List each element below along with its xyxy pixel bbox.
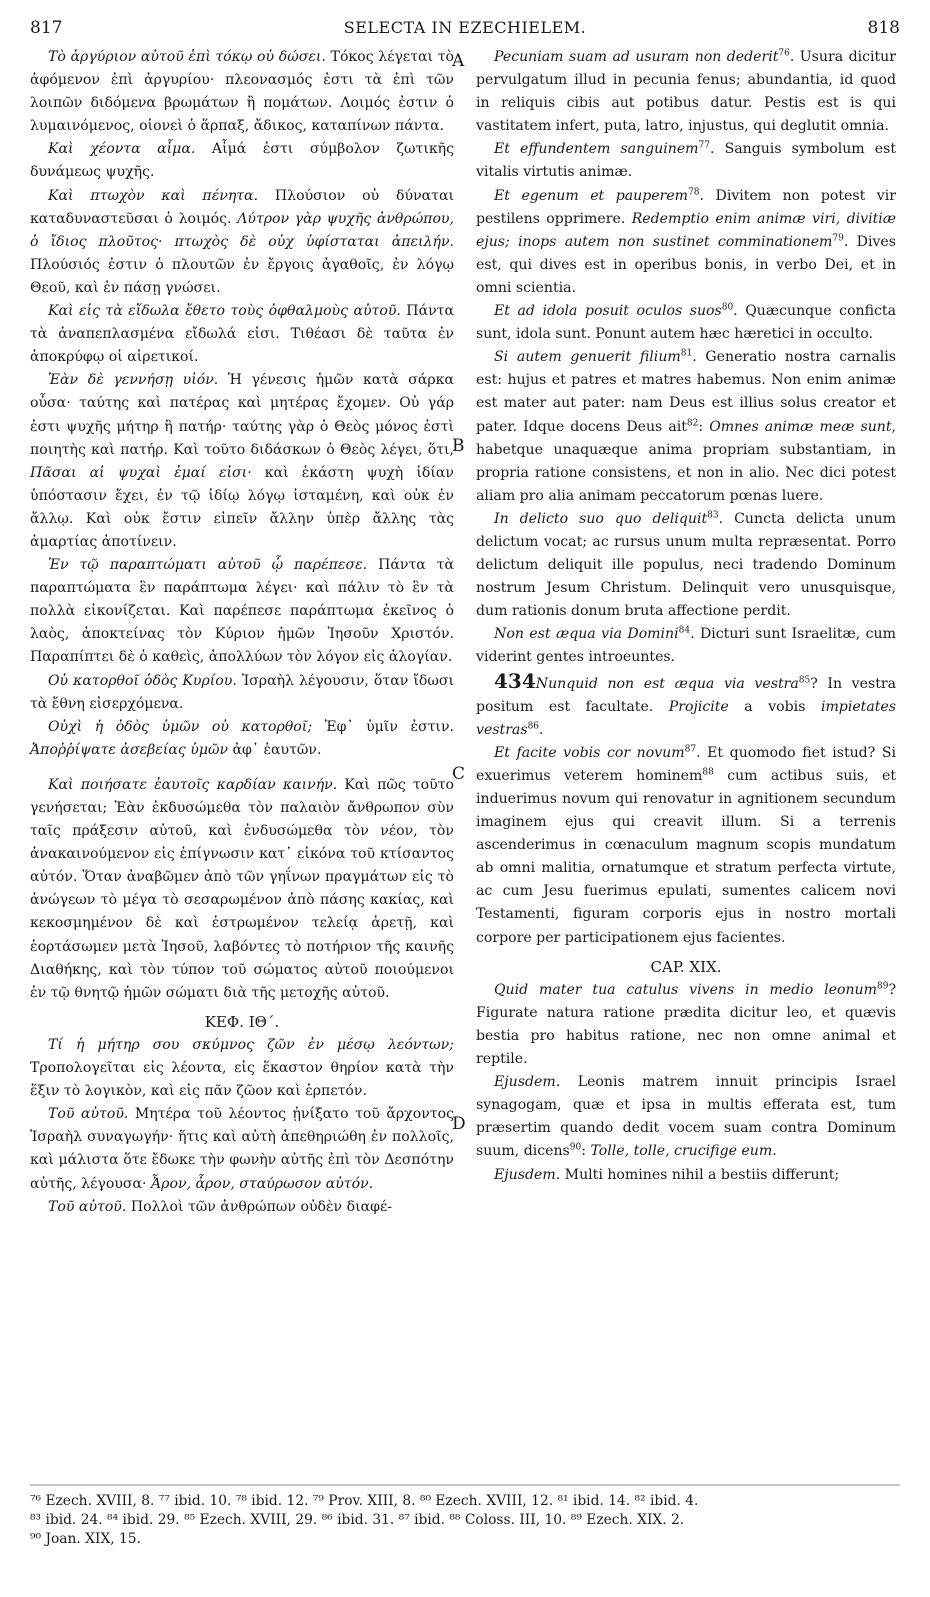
body-text: ? In vestra positum est facultate. [476,675,897,715]
footnote-ref: 84 [678,625,691,636]
body-text: Αἷμά ἐστι σύμβολον ζωτικῆς δυνάμεως ψυχῆς. [30,141,454,181]
lemma-italic: Ἐν τῷ παραπτώματι αὐτοῦ ᾧ παρέπεσε. [48,557,368,574]
paragraph [476,46,896,138]
footnote-ref: 89 [876,981,889,992]
paragraph [30,185,454,300]
chapter-heading: CAP. XIX. [650,957,722,976]
lemma-italic: Οὐ κατορθοῖ ὁδὸς Κυρίου. [48,672,237,689]
paragraph [476,670,896,742]
body-text: Τροπολογεῖται εἰς λέοντα, εἰς ἕκαστον θηρίον κατὰ τὴν ἕξιν τὸ λογικὸν, καὶ εἰς πᾶν ζῶον καὶ ἑρπετόν. [30,1060,454,1100]
page-header [30,18,900,42]
footnote-ref: 85 [798,674,811,685]
lemma-italic: Ejusdem. [494,1166,561,1183]
lemma-italic: Si autem genuerit filium [494,349,681,366]
body-text: ἀφ᾽ ἑαυτῶν. [228,741,322,758]
lemma-italic: Ἀποῤῥίψατε ἀσεβείας ὑμῶν [30,741,229,758]
lemma-italic: Quid mater tua catulus vivens in medio leonum [494,981,877,998]
footnote-ref: 80 [721,302,734,313]
running-title: SELECTA IN EZECHIELEM. [343,18,587,37]
footnote-rule [30,1484,900,1486]
lemma-italic: Et effundentem sanguinem [494,141,699,158]
footnote-ref: 76 [778,48,790,59]
chapter-heading: ΚΕΦ. ΙΘ΄. [204,1012,280,1031]
paragraph [476,508,896,623]
body-text: : [698,418,710,435]
paragraph [30,46,454,138]
lemma-italic: Et ad idola posuit oculos suos [494,303,722,320]
paragraph [476,138,896,184]
paragraph [476,1071,896,1163]
footnote-ref: 81 [680,348,693,359]
body-text: ? Figurate natura ratione prædita dicitur leo, et quævis bestia pro habitus ratione, nec non omne animal et reptile. [476,981,896,1068]
body-text: . Cuncta delicta unum delictum vocat; ac rursus unum multa repræsentat. Porro delictum deliquit ille populus, neci tradendo Dominum nostrum Jesum Christum. Delinquit vero unusquisque, dum rationis donum bruta affectione perdit. [476,510,896,620]
lemma-italic: Projicite [668,698,729,715]
paragraph [476,185,896,300]
body-text: Multi homines nihil a bestiis differunt; [560,1166,840,1183]
body-text: cum actibus suis, et induerimus novum qui renovatur in agnitionem secundum imaginem ejus qui creavit illum. Si a terrenis ascenderimus in cœnaculum magnum scopis mundatum ab omni malitia, ornatumque et stratum perfecta virtute, ac cum Jesu fuerimus epulati, sumentes calicem novi Testamenti, figuram corporis ejus in nostro mortali corpore per participationem ejus facientes. [476,767,896,946]
footnote-line: ⁹⁰ Joan. XIX, 15. [30,1531,141,1547]
lemma-italic: Ἆρον, ἆρον, σταύρωσον αὐτόν. [151,1175,374,1192]
body-text: Leonis matrem innuit principis Israel synagogam, quæ et ipsa in multis efferata est, tum præsertim quando dedit vocem suam contra Dominum suum, dicens [476,1074,896,1160]
body-text: . Divitem non potest vir pestilens opprimere. [476,187,896,227]
body-text: Πάντα τὰ ἀναπεπλασμένα εἴδωλά εἰσι. Τιθέασι δὲ ταῦτα ἐν ἀποκρύφῳ οἱ αἱρετικοί. [30,303,454,366]
paragraph [30,369,454,554]
lemma-italic: Τοῦ αὐτοῦ. [48,1106,129,1123]
lemma-italic: Τὸ ἀργύριον αὐτοῦ ἐπὶ τόκῳ οὐ δώσει. [48,49,326,65]
lemma-italic: Ἐὰν δὲ γεννήσῃ υἱόν. [48,372,219,389]
paragraph [30,1034,454,1103]
lemma-italic: Πᾶσαι αἱ ψυχαὶ ἐμαί εἰσι· [30,464,252,481]
body-text: . Dives est, qui dives est in operibus bonis, in verbo Dei, et in omni scientia. [476,233,896,296]
footnote-ref: 83 [707,510,719,521]
margin-marker-c: C [452,764,466,784]
column-number: 434 [494,668,536,693]
body-text: Πολλοὶ τῶν ἀνθρώπων οὐδὲν διαφέ- [126,1198,393,1215]
lemma-italic: Pecuniam suam ad usuram non dederit [494,49,779,65]
footnote-ref: 79 [832,233,844,244]
body-text: Ἡ γένεσις ἡμῶν κατὰ σάρκα οὖσα· ταύτης καὶ πατέρας καὶ μητέρας ἔχομεν. Οὐ γάρ ἐστι ψυχῆς μήτηρ ἢ πατήρ· ταύτης γὰρ ὁ Θεὸς μόνος ἐστὶ ποιητὴς καὶ πατήρ. Καὶ τοῦτο διδάσκων ὁ Θεὸς λέγει, ὅτι, [30,372,455,458]
body-text: , habetque unaquæque anima propriam substantiam, in propria ratione consistens, et non in alio. Nec dici potest aliam pro alia animam peccatorum pœnas luere. [476,418,896,504]
page-number-left: 817 [30,18,63,38]
paragraph [30,1103,454,1195]
body-text: Μητέρα τοῦ λέοντος ᾐνίξατο τοῦ ἄρχοντος Ἰσραὴλ συναγωγήν· ἥτις καὶ αὐτὴ ἀπεθηριώθη ἐν πολλοῖς, καὶ μάλιστα ὅτε ἔδωκε τὴν φωνὴν αὐτῆς ἐπὶ τὸν Δεσπότην αὐτῆς, λέγουσα· [30,1106,454,1192]
footnote-line: ⁷⁶ Ezech. XVIII, 8. ⁷⁷ ibid. 10. ⁷⁸ ibid. 12. ⁷⁹ Prov. XIII, 8. ⁸⁰ Ezech. XVIII, 12. ⁸¹ ibid. 14. ⁸² ibid. 4. [30,1493,699,1509]
paragraph [476,623,896,669]
paragraph [30,138,454,184]
footnote-ref: 77 [698,140,710,151]
paragraph [476,300,896,346]
lemma-italic: Λύτρον γὰρ ψυχῆς ἀνθρώπου, ὁ ἴδιος πλοῦτος· πτωχὸς δὲ οὐχ ὑφίσταται ἀπειλήν. [30,210,454,250]
margin-marker-b: B [452,436,465,456]
lemma-italic: Non est æqua via Domini [494,626,679,643]
body-text: . Dicturi sunt Israelitæ, cum viderint gentes introeuntes. [476,626,896,666]
greek-column [30,46,454,1219]
lemma-italic: In delicto suo quo deliquit [494,510,708,527]
body-text: Πλούσιον οὐ δύναται καταδυναστεῦσαι ὁ λοιμός. [30,187,454,227]
paragraph [30,774,454,1005]
footnote-line: ⁸³ ibid. 24. ⁸⁴ ibid. 29. ⁸⁵ Ezech. XVIII, 29. ⁸⁶ ibid. 31. ⁸⁷ ibid. ⁸⁸ Coloss. III, 10. ⁸⁹ Ezech. XIX. 2. [30,1512,685,1528]
footnote-ref: 82 [686,417,699,428]
body-text: Πλούσιός ἐστιν ὁ πλουτῶν ἐν ἔργοις ἀγαθοῖς, ἐν λόγῳ Θεοῦ, καὶ ἐν πάσῃ γνώσει. [30,256,454,296]
body-text: . Et quomodo fiet istud? Si exuerimus veterem hominem [476,744,897,784]
page-number-right: 818 [867,18,900,38]
latin-column [476,46,896,1187]
paragraph [476,1164,896,1187]
lemma-italic: Et facite vobis cor novum [494,744,685,761]
lemma-italic: Καὶ εἰς τὰ εἴδωλα ἔθετο τοὺς ὀφθαλμοὺς αὐτοῦ. [48,303,401,320]
paragraph [30,1196,454,1219]
lemma-italic: Τί ἡ μήτηρ σου σκύμνος ζῶν ἐν μέσῳ λεόντων; [48,1036,454,1053]
footnotes [30,1492,900,1549]
margin-marker-a: A [452,51,465,71]
footnote-ref: 90 [569,1142,582,1153]
body-text: . Generatio nostra carnalis est: hujus et patres et matres habemus. Non enim animæ est mater aut pater: nam Deus est illius solus creator et pater. Idque docens Deus ait [476,349,896,435]
paragraph [476,346,896,508]
paragraph [476,979,896,1071]
lemma-italic: Καὶ χέοντα αἷμα. [48,141,196,158]
lemma-italic: Καὶ πτωχὸν καὶ πένητα. [48,187,259,204]
paragraph [30,716,454,762]
lemma-italic: Οὐχὶ ἡ ὁδὸς ὑμῶν οὐ κατορθοῖ; [48,718,313,735]
body-text: Ἐφ᾽ ὑμῖν ἐστιν. [312,718,454,735]
lemma-italic: Et egenum et pauperem [494,187,689,204]
footnote-ref: 87 [684,744,697,755]
body-text: Τόκος λέγεται τὸ ἀφόμενον ἐπὶ ἀργυρίου· πλεονασμός ἐστι τὰ ἐπὶ τῶν λοιπῶν διδόμενα βρωμάτων ἢ πομάτων. Λοιμός ἐστιν ὁ λυμαινόμενος, οἱονεὶ ὁ ἅρπαξ, ἄδικος, καταπίνων πάντα. [30,49,454,135]
lemma-italic: Ejusdem. [494,1074,561,1091]
lemma-italic: Omnes animæ meæ sunt [709,418,892,435]
lemma-italic: Tolle, tolle, crucifige eum. [590,1143,777,1160]
footnote-ref: 78 [688,186,700,197]
lemma-italic: Τοῦ αὐτοῦ. [48,1198,127,1215]
lemma-italic: impietates vestras [476,698,896,738]
body-text: Ἰσραὴλ λέγουσιν, ὅταν ἴδωσι τὰ ἔθνη εἰσερχόμενα. [30,672,454,712]
lemma-italic: Καὶ ποιήσατε ἑαυτοῖς καρδίαν καινήν. [48,776,338,793]
footnote-ref: 86 [527,721,540,732]
body-text: . Usura dicitur pervulgatum illud in pecunia fenus; abundantia, id quod in reliquis cibis aut potibus datur. Pestis est is qui vastitatem infert, puta, latro, injustus, qui deglutit omnia. [476,49,896,135]
footnote-ref: 88 [702,767,714,778]
margin-marker-d: D [452,1114,466,1134]
body-text: Πάντα τὰ παραπτώματα ἓν παράπτωμα λέγει· καὶ πάλιν τὸ ἓν τὰ πολλὰ εἰκονίζεται. Καὶ παρέπεσε παράπτωμα ἐκεῖνος ὁ λαὸς, ἀποκτείνας τὸν Κύριον ἡμῶν Ἰησοῦν Χριστόν. Παραπίπτει δὲ ὁ καθεὶς, ἀπολλύων τὸν λόγον εἰς ἀλογίαν. [30,557,454,666]
lemma-italic: Redemptio enim animæ viri, divitiæ ejus; inops autem non sustinet comminationem [476,210,896,250]
body-text: . [539,721,544,738]
body-text: a vobis [728,698,821,715]
paragraph [30,670,454,716]
body-text: Καὶ πῶς τοῦτο γενήσεται; Ἐὰν ἐκδυσώμεθα τὸν παλαιὸν ἄνθρωπον σὺν ταῖς πράξεσιν αὐτοῦ, καὶ ἐνδυσώμεθα τὸν νέον, τὸν ἀνακαινούμενον εἰς ἐπίγνωσιν κατ᾽ εἰκόνα τοῦ κτίσαντος αὐτόν. Ὅταν ἀναβῶμεν ἀπὸ τῶν γηΐνων πραγμάτων εἰς τὸ ἀνώγεων τὸ μέγα τὸ σεσαρωμένον ἀπὸ πάσης κακίας, καὶ κεκοσμημένον δὲ καὶ ἐστρωμένον τελείᾳ ἀρετῇ, καὶ ἑορτάσωμεν μετὰ Ἰησοῦ, λαβόντες τὸ ποτήριον τῆς καινῆς Διαθήκης, καὶ τὸν τύπον τοῦ σώματος αὐτοῦ ποιούμενοι ἐν τῷ θνητῷ ἡμῶν σώματι διὰ τῆς μετοχῆς αὐτοῦ. [30,776,455,1001]
body-text: καὶ ἑκάστη ψυχὴ ἰδίαν ὑπόστασιν ἔχει, ἐν τῷ ἰδίῳ λόγῳ ἱσταμένη, καὶ οὐκ ἐν ἄλλῳ. Καὶ οὐκ ἔστιν εἰπεῖν ἄλλην ὑπὲρ ἄλλης τὰς ἁμαρτίας ἀποτίνειν. [30,464,454,550]
paragraph [476,742,896,950]
body-text: : [581,1143,591,1160]
paragraph [30,300,454,369]
body-text: . Sanguis symbolum est vitalis virtutis animæ. [476,141,896,181]
paragraph [30,554,454,669]
lemma-italic: Nunquid non est æqua via vestra [535,675,799,692]
body-text: . Quæcunque conficta sunt, idola sunt. Ponunt autem hæc hæretici in occulto. [476,303,896,343]
